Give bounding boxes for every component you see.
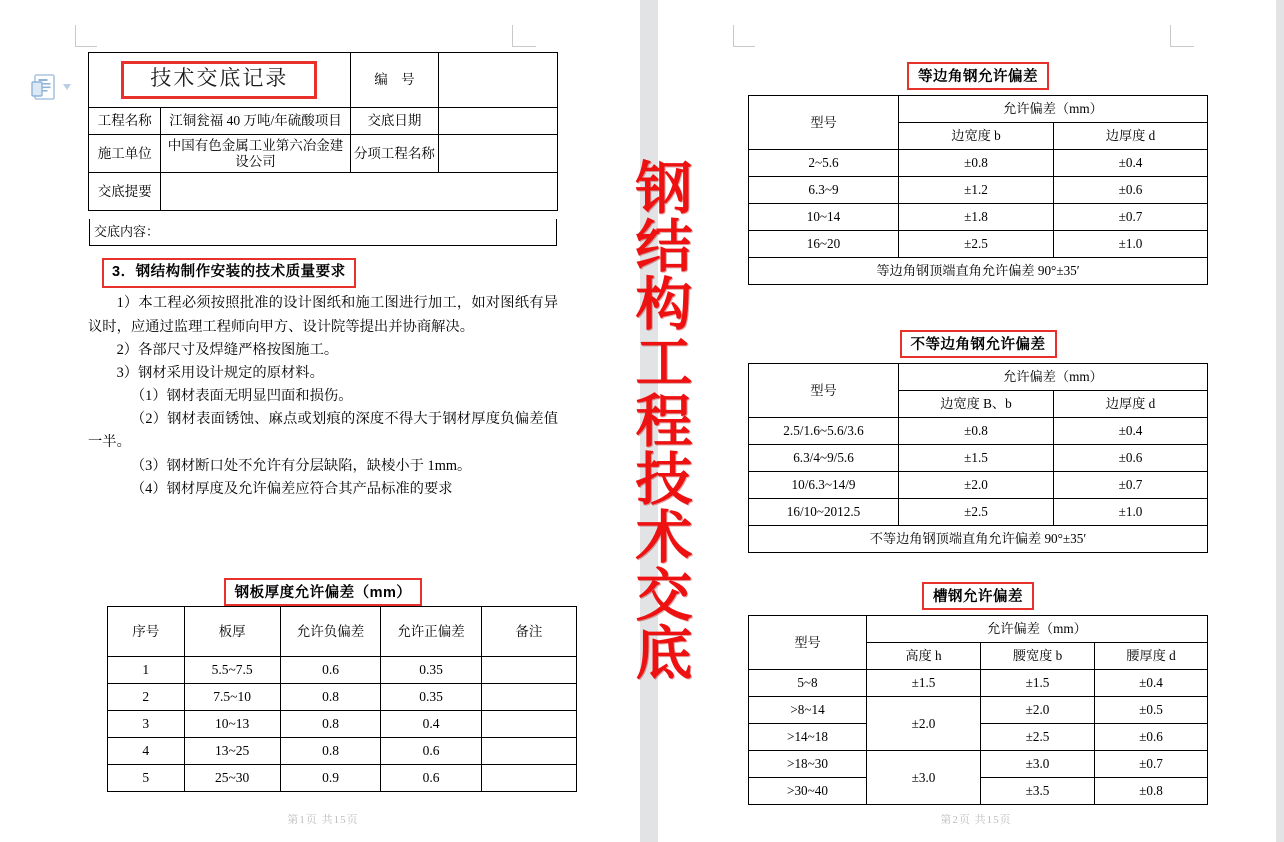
construction-unit-label: 施工单位 bbox=[89, 135, 161, 173]
cell-neg-tolerance: 0.6 bbox=[280, 657, 381, 684]
banner-char: 程 bbox=[635, 389, 693, 454]
cell-thickness-d: ±0.6 bbox=[1054, 177, 1208, 204]
cell-width-b: ±1.8 bbox=[899, 204, 1054, 231]
banner-char: 交 bbox=[635, 563, 693, 628]
table-row bbox=[89, 108, 558, 135]
cell-pos-tolerance: 0.35 bbox=[381, 684, 482, 711]
disclosure-date-value[interactable] bbox=[439, 108, 558, 135]
cell-neg-tolerance: 0.9 bbox=[280, 765, 381, 792]
cell-thickness-d: ±1.0 bbox=[1054, 499, 1208, 526]
cell-waist-thickness-d: ±0.6 bbox=[1095, 724, 1208, 751]
sub-project-name-label: 分项工程名称 bbox=[350, 135, 439, 173]
summary-value[interactable] bbox=[161, 173, 558, 211]
equal-angle-tolerance-table bbox=[748, 95, 1208, 285]
cell-model: 2~5.6 bbox=[749, 150, 899, 177]
banner-char: 结 bbox=[635, 215, 693, 280]
page-title: 技术交底记录 bbox=[121, 61, 317, 99]
cell-pos-tolerance: 0.6 bbox=[381, 738, 482, 765]
cell-width-Bb: ±2.0 bbox=[899, 472, 1054, 499]
table-row bbox=[749, 418, 1208, 445]
plate-table-title: 钢板厚度允许偏差（mm） bbox=[224, 578, 423, 606]
col-header-tolerance: 允许偏差（mm） bbox=[899, 96, 1208, 123]
cell-waist-thickness-d: ±0.8 bbox=[1095, 778, 1208, 805]
disclosure-title-cell bbox=[89, 53, 351, 108]
table-row bbox=[749, 751, 1208, 778]
col-header-remark: 备注 bbox=[481, 607, 576, 657]
cell-index: 1 bbox=[108, 657, 185, 684]
cell-width-Bb: ±2.5 bbox=[899, 499, 1054, 526]
banner-char: 术 bbox=[635, 505, 693, 570]
col-header-waist-width-b: 腰宽度 b bbox=[981, 643, 1095, 670]
table-row bbox=[108, 711, 577, 738]
cell-remark bbox=[481, 765, 576, 792]
cell-model: 10~14 bbox=[749, 204, 899, 231]
cell-model: 6.3/4~9/5.6 bbox=[749, 445, 899, 472]
banner-char: 钢 bbox=[635, 157, 693, 221]
cell-thickness: 25~30 bbox=[184, 765, 280, 792]
cell-waist-width-b: ±3.0 bbox=[981, 751, 1095, 778]
vertical-red-banner bbox=[616, 157, 712, 686]
table-row bbox=[749, 472, 1208, 499]
channel-title-wrap bbox=[748, 582, 1208, 610]
table-note-row bbox=[749, 526, 1208, 553]
col-header-width-Bb: 边宽度 B、b bbox=[899, 391, 1054, 418]
sub-project-name-value[interactable] bbox=[439, 135, 558, 173]
crop-mark bbox=[1170, 46, 1194, 47]
cell-thickness-d: ±0.4 bbox=[1054, 418, 1208, 445]
plate-table-title-wrap bbox=[88, 578, 558, 606]
cell-model: >14~18 bbox=[749, 724, 867, 751]
col-header-pos-tolerance: 允许正偏差 bbox=[381, 607, 482, 657]
cell-model: 2.5/1.6~5.6/3.6 bbox=[749, 418, 899, 445]
body-paragraph: 1）本工程必须按照批准的设计图纸和施工图进行加工，如对图纸有异议时，应通过监理工程师向甲方、设计院等提出并协商解决。 bbox=[88, 295, 558, 335]
col-header-model: 型号 bbox=[749, 364, 899, 418]
cell-height-h: ±3.0 bbox=[867, 751, 981, 805]
table-row bbox=[749, 445, 1208, 472]
technical-disclosure-header-table bbox=[88, 52, 558, 211]
cell-width-Bb: ±1.5 bbox=[899, 445, 1054, 472]
cell-thickness: 5.5~7.5 bbox=[184, 657, 280, 684]
paste-options-button[interactable] bbox=[30, 73, 76, 101]
body-paragraph: （4）钢材厚度及允许偏差应符合其产品标准的要求 bbox=[130, 480, 453, 497]
cell-thickness: 13~25 bbox=[184, 738, 280, 765]
construction-unit-value[interactable]: 中国有色金属工业第六冶金建设公司 bbox=[161, 135, 350, 173]
crop-mark bbox=[512, 46, 536, 47]
cell-thickness: 10~13 bbox=[184, 711, 280, 738]
cell-waist-width-b: ±2.5 bbox=[981, 724, 1095, 751]
col-header-index: 序号 bbox=[108, 607, 185, 657]
cell-remark bbox=[481, 684, 576, 711]
table-header-row bbox=[749, 364, 1208, 391]
col-header-thickness-d: 边厚度 d bbox=[1054, 391, 1208, 418]
table-row bbox=[89, 173, 558, 211]
table-header-row bbox=[749, 96, 1208, 123]
cell-index: 4 bbox=[108, 738, 185, 765]
cell-pos-tolerance: 0.35 bbox=[381, 657, 482, 684]
table-row bbox=[749, 499, 1208, 526]
crop-mark bbox=[75, 25, 76, 47]
col-header-neg-tolerance: 允许负偏差 bbox=[280, 607, 381, 657]
body-paragraph: （1）钢材表面无明显凹面和损伤。 bbox=[130, 388, 353, 405]
cell-height-h: ±2.0 bbox=[867, 697, 981, 751]
col-header-thickness-d: 边厚度 d bbox=[1054, 123, 1208, 150]
summary-label: 交底提要 bbox=[89, 173, 161, 211]
cell-model: >8~14 bbox=[749, 697, 867, 724]
table-row bbox=[749, 204, 1208, 231]
table-header-row bbox=[108, 607, 577, 657]
section-heading-wrap bbox=[88, 258, 558, 292]
channel-tolerance-table bbox=[748, 615, 1208, 805]
unequal-angle-tolerance-table bbox=[748, 363, 1208, 553]
cell-height-h: ±1.5 bbox=[867, 670, 981, 697]
disclosure-body bbox=[88, 258, 558, 501]
cell-pos-tolerance: 0.4 bbox=[381, 711, 482, 738]
cell-remark bbox=[481, 711, 576, 738]
table-row bbox=[749, 150, 1208, 177]
cell-width-b: ±2.5 bbox=[899, 231, 1054, 258]
table-header-row bbox=[749, 616, 1208, 643]
cell-model: 16/10~2012.5 bbox=[749, 499, 899, 526]
cell-pos-tolerance: 0.6 bbox=[381, 765, 482, 792]
content-label: 交底内容： bbox=[89, 219, 557, 246]
cell-index: 5 bbox=[108, 765, 185, 792]
number-value-cell[interactable] bbox=[439, 53, 558, 108]
cell-neg-tolerance: 0.8 bbox=[280, 738, 381, 765]
body-paragraph: （2）钢材表面锈蚀、麻点或划痕的深度不得大于钢材厚度负偏差值一半。 bbox=[88, 411, 558, 451]
equal-angle-section bbox=[748, 62, 1208, 285]
table-note-row bbox=[749, 258, 1208, 285]
equal-angle-title-wrap bbox=[748, 62, 1208, 90]
cell-model: 6.3~9 bbox=[749, 177, 899, 204]
cell-neg-tolerance: 0.8 bbox=[280, 684, 381, 711]
crop-mark bbox=[733, 25, 734, 47]
table-row bbox=[89, 53, 558, 108]
banner-char: 底 bbox=[635, 622, 693, 686]
disclosure-date-label: 交底日期 bbox=[350, 108, 439, 135]
section-heading: 3．钢结构制作安装的技术质量要求 bbox=[102, 258, 356, 288]
page-2-footer: 第2页 共15页 bbox=[940, 814, 1012, 826]
project-name-label: 工程名称 bbox=[89, 108, 161, 135]
cell-waist-thickness-d: ±0.4 bbox=[1095, 670, 1208, 697]
unequal-angle-section bbox=[748, 330, 1208, 553]
table-row bbox=[89, 135, 558, 173]
crop-mark bbox=[75, 46, 97, 47]
cell-thickness-d: ±0.7 bbox=[1054, 472, 1208, 499]
page-1 bbox=[88, 30, 558, 820]
table-row bbox=[749, 231, 1208, 258]
col-header-height-h: 高度 h bbox=[867, 643, 981, 670]
cell-waist-width-b: ±2.0 bbox=[981, 697, 1095, 724]
crop-mark bbox=[512, 25, 513, 47]
table-row bbox=[108, 765, 577, 792]
banner-char: 技 bbox=[635, 447, 693, 512]
body-paragraph: 2）各部尺寸及焊缝严格按图施工。 bbox=[116, 341, 339, 358]
plate-thickness-tolerance-table bbox=[107, 606, 577, 792]
table-row bbox=[749, 177, 1208, 204]
col-header-width-b: 边宽度 b bbox=[899, 123, 1054, 150]
cell-neg-tolerance: 0.8 bbox=[280, 711, 381, 738]
table-row bbox=[108, 657, 577, 684]
paste-document-icon bbox=[32, 75, 54, 99]
col-header-tolerance: 允许偏差（mm） bbox=[899, 364, 1208, 391]
cell-thickness-d: ±0.6 bbox=[1054, 445, 1208, 472]
channel-steel-section bbox=[748, 582, 1208, 805]
window-scrollbar[interactable] bbox=[1276, 0, 1284, 842]
cell-thickness-d: ±0.4 bbox=[1054, 150, 1208, 177]
cell-thickness-d: ±1.0 bbox=[1054, 231, 1208, 258]
cell-thickness: 7.5~10 bbox=[184, 684, 280, 711]
cell-index: 2 bbox=[108, 684, 185, 711]
unequal-angle-title: 不等边角钢允许偏差 bbox=[900, 330, 1057, 358]
cell-index: 3 bbox=[108, 711, 185, 738]
unequal-angle-note: 不等边角钢顶端直角允许偏差 90°±35′ bbox=[749, 526, 1208, 553]
col-header-thickness: 板厚 bbox=[184, 607, 280, 657]
page-1-footer: 第1页 共15页 bbox=[287, 814, 359, 826]
col-header-model: 型号 bbox=[749, 616, 867, 670]
cell-model: >30~40 bbox=[749, 778, 867, 805]
cell-model: 5~8 bbox=[749, 670, 867, 697]
cell-width-Bb: ±0.8 bbox=[899, 418, 1054, 445]
cell-width-b: ±1.2 bbox=[899, 177, 1054, 204]
body-paragraph: （3）钢材断口处不允许有分层缺陷，缺棱小于 1mm。 bbox=[130, 457, 472, 474]
col-header-waist-thickness-d: 腰厚度 d bbox=[1095, 643, 1208, 670]
table-row bbox=[108, 684, 577, 711]
equal-angle-title: 等边角钢允许偏差 bbox=[907, 62, 1049, 90]
unequal-angle-title-wrap bbox=[748, 330, 1208, 358]
page-2 bbox=[746, 30, 1206, 820]
banner-char: 构 bbox=[635, 273, 693, 338]
equal-angle-note: 等边角钢顶端直角允许偏差 90°±35′ bbox=[749, 258, 1208, 285]
number-label-cell: 编 号 bbox=[350, 53, 439, 108]
table-row bbox=[749, 697, 1208, 724]
channel-title: 槽钢允许偏差 bbox=[922, 582, 1034, 610]
col-header-tolerance: 允许偏差（mm） bbox=[867, 616, 1208, 643]
chevron-down-icon bbox=[63, 84, 71, 90]
body-paragraph: 3）钢材采用设计规定的原材料。 bbox=[116, 364, 324, 381]
cell-width-b: ±0.8 bbox=[899, 150, 1054, 177]
cell-model: 10/6.3~14/9 bbox=[749, 472, 899, 499]
cell-waist-width-b: ±1.5 bbox=[981, 670, 1095, 697]
cell-model: 16~20 bbox=[749, 231, 899, 258]
cell-thickness-d: ±0.7 bbox=[1054, 204, 1208, 231]
col-header-model: 型号 bbox=[749, 96, 899, 150]
cell-waist-width-b: ±3.5 bbox=[981, 778, 1095, 805]
banner-char: 工 bbox=[635, 331, 693, 396]
cell-remark bbox=[481, 657, 576, 684]
crop-mark bbox=[733, 46, 755, 47]
project-name-value[interactable]: 江铜瓮福 40 万吨/年硫酸项目 bbox=[161, 108, 350, 135]
cell-model: >18~30 bbox=[749, 751, 867, 778]
cell-waist-thickness-d: ±0.5 bbox=[1095, 697, 1208, 724]
table-row bbox=[108, 738, 577, 765]
table-row bbox=[749, 670, 1208, 697]
crop-mark bbox=[1170, 25, 1171, 47]
cell-remark bbox=[481, 738, 576, 765]
cell-waist-thickness-d: ±0.7 bbox=[1095, 751, 1208, 778]
